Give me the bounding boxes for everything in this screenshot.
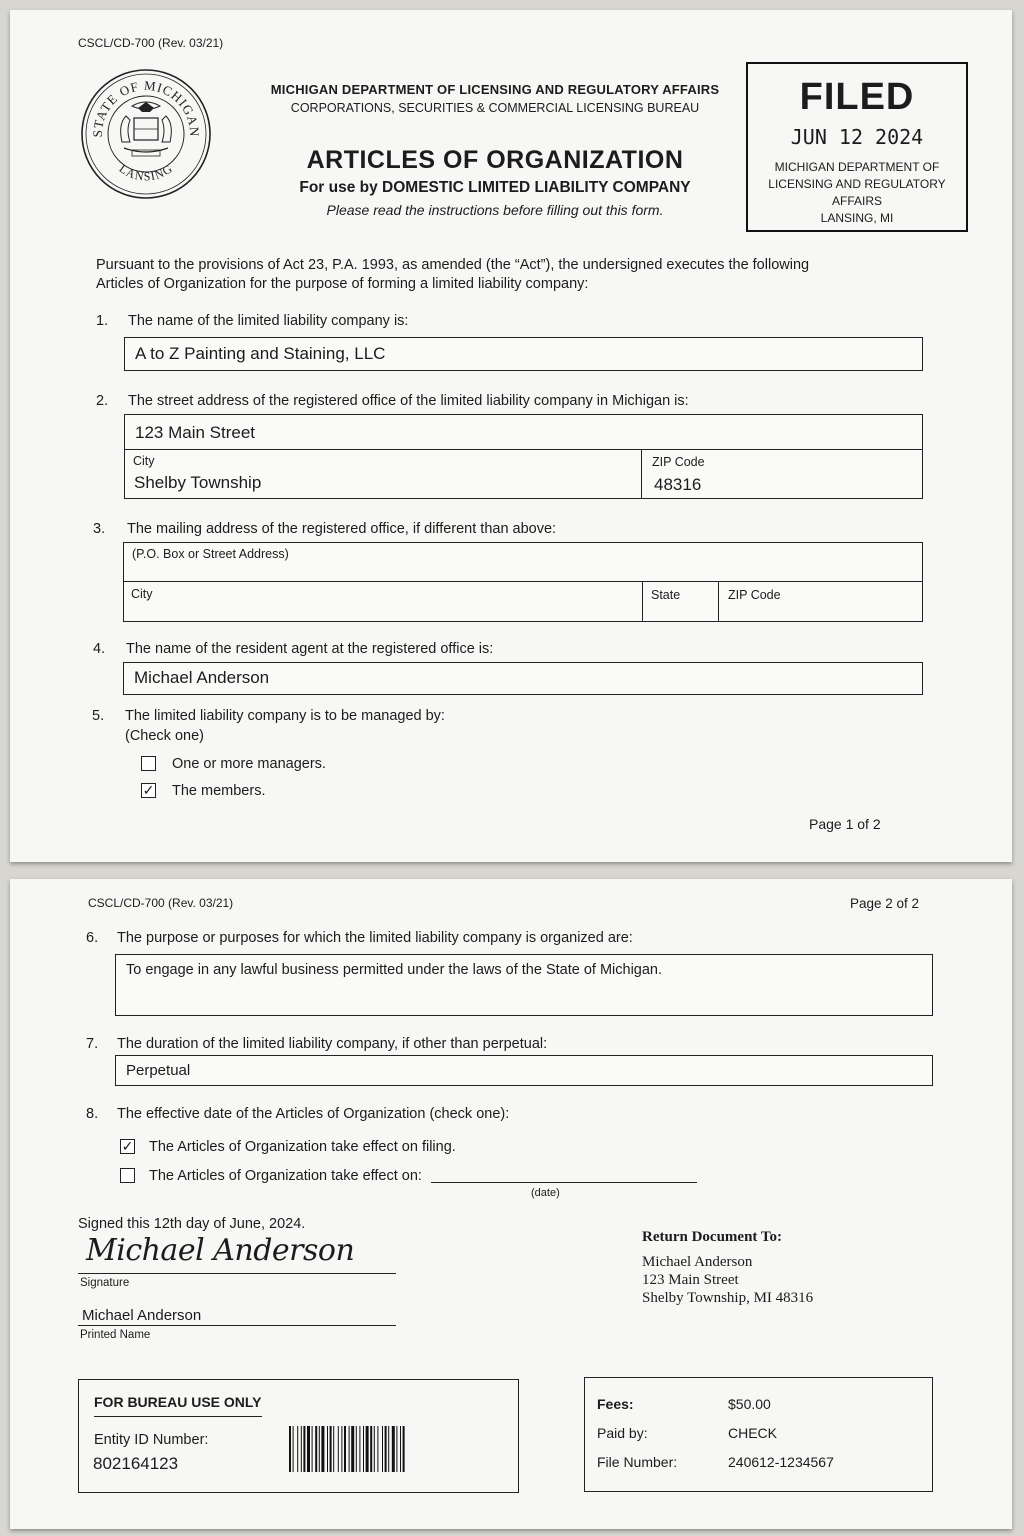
- purpose-field[interactable]: [115, 954, 933, 1016]
- q6-number: 6.: [86, 930, 99, 946]
- q5-number: 5.: [92, 708, 105, 724]
- date-caption: (date): [531, 1187, 560, 1199]
- resident-agent-field[interactable]: [123, 662, 923, 695]
- filed-stamp: [746, 62, 968, 232]
- resident-agent-value: Michael Anderson: [134, 668, 270, 687]
- signature-label: Signature: [80, 1277, 130, 1289]
- llc-name-field[interactable]: [124, 337, 923, 371]
- mailing-state-label: State: [651, 588, 681, 602]
- managers-checkbox[interactable]: [141, 756, 156, 771]
- stamp-org-line3: LANSING, MI: [820, 211, 894, 225]
- state-seal-icon: [80, 68, 212, 200]
- q7-question: The duration of the limited liability company, if other than perpetual:: [117, 1036, 548, 1052]
- managers-option-label: One or more managers.: [172, 756, 326, 772]
- stamp-filed-word: FILED: [799, 76, 915, 118]
- file-number-label: File Number:: [597, 1454, 678, 1470]
- intro-line-1: Pursuant to the provisions of Act 23, P.A. 1993, as amended (the “Act”), the undersigned executes the following: [96, 257, 810, 273]
- effective-date-line[interactable]: [431, 1182, 697, 1183]
- return-heading: Return Document To:: [642, 1229, 783, 1245]
- signature-image: Michael Anderson: [86, 1233, 355, 1268]
- registered-zip-value: 48316: [654, 475, 702, 494]
- fees-box: [584, 1377, 933, 1492]
- printed-name-label: Printed Name: [80, 1329, 151, 1341]
- entity-id-value: 802164123: [93, 1454, 179, 1473]
- return-line-1: Michael Anderson: [642, 1254, 753, 1270]
- form-number: CSCL/CD-700 (Rev. 03/21): [88, 896, 234, 910]
- effective-on-filing-label: The Articles of Organization take effect on filing.: [149, 1139, 456, 1155]
- registered-street-value: 123 Main Street: [135, 423, 256, 442]
- effective-on-date-label: The Articles of Organization take effect on:: [149, 1168, 422, 1184]
- zip-label: ZIP Code: [652, 455, 705, 469]
- purpose-value: To engage in any lawful business permitted under the laws of the State of Michigan.: [126, 962, 663, 978]
- mailing-city-label: City: [131, 587, 153, 601]
- paid-by-value: CHECK: [728, 1425, 778, 1441]
- bureau-name: CORPORATIONS, SECURITIES & COMMERCIAL LICENSING BUREAU: [290, 101, 700, 115]
- form-title: ARTICLES OF ORGANIZATION: [306, 146, 684, 174]
- seal-top-text: STATE OF MICHIGAN: [89, 77, 203, 138]
- file-number-value: 240612-1234567: [728, 1454, 834, 1470]
- page-number: Page 1 of 2: [809, 816, 881, 832]
- signature-line[interactable]: [78, 1273, 396, 1274]
- bureau-use-heading: FOR BUREAU USE ONLY: [94, 1394, 262, 1417]
- q5-question: The limited liability company is to be managed by:: [125, 708, 445, 724]
- q4-question: The name of the resident agent at the registered office is:: [126, 641, 494, 657]
- q6-question: The purpose or purposes for which the limited liability company is organized are:: [117, 930, 633, 946]
- q3-question: The mailing address of the registered office, if different than above:: [127, 521, 557, 537]
- printed-name-value: Michael Anderson: [82, 1307, 202, 1324]
- barcode-icon: [289, 1426, 501, 1472]
- q5-check-one: (Check one): [125, 728, 204, 744]
- stamp-org-line2: LICENSING AND REGULATORY AFFAIRS: [768, 177, 946, 208]
- members-checkbox[interactable]: ✓: [142, 782, 155, 798]
- form-page-2: [10, 879, 1012, 1529]
- intro-paragraph: [96, 256, 809, 294]
- fees-label: Fees:: [597, 1396, 634, 1412]
- intro-line-2: Articles of Organization for the purpose of forming a limited liability company:: [96, 276, 589, 292]
- return-line-3: Shelby Township, MI 48316: [642, 1290, 814, 1306]
- q7-number: 7.: [86, 1036, 99, 1052]
- duration-field[interactable]: [115, 1055, 933, 1086]
- q2-number: 2.: [96, 393, 109, 409]
- q1-number: 1.: [96, 313, 109, 329]
- duration-value: Perpetual: [126, 1062, 191, 1079]
- registered-office-address-field[interactable]: [124, 414, 923, 499]
- department-name: MICHIGAN DEPARTMENT OF LICENSING AND REGULATORY AFFAIRS: [270, 82, 720, 97]
- page-number: Page 2 of 2: [850, 896, 920, 911]
- form-number: CSCL/CD-700 (Rev. 03/21): [78, 36, 224, 50]
- members-option-label: The members.: [172, 783, 266, 799]
- q4-number: 4.: [93, 641, 106, 657]
- form-subtitle: For use by DOMESTIC LIMITED LIABILITY COMPANY: [299, 179, 691, 196]
- registered-city-value: Shelby Township: [134, 473, 262, 492]
- signed-date-line: Signed this 12th day of June, 2024.: [78, 1216, 306, 1232]
- printed-name-line[interactable]: [78, 1325, 396, 1326]
- fees-value: $50.00: [728, 1396, 771, 1412]
- mailing-zip-label: ZIP Code: [728, 588, 781, 602]
- q2-question: The street address of the registered office of the limited liability company in Michigan is:: [128, 393, 689, 409]
- mailing-address-field[interactable]: [123, 542, 923, 622]
- q3-number: 3.: [93, 521, 106, 537]
- form-page-1: [10, 10, 1012, 862]
- entity-id-label: Entity ID Number:: [94, 1432, 209, 1448]
- q1-question: The name of the limited liability company is:: [128, 313, 409, 329]
- return-line-2: 123 Main Street: [642, 1272, 739, 1288]
- stamp-org-line1: MICHIGAN DEPARTMENT OF: [774, 160, 940, 174]
- effective-on-filing-checkbox[interactable]: ✓: [121, 1138, 134, 1154]
- llc-name-value: A to Z Painting and Staining, LLC: [135, 344, 386, 363]
- svg-text:LANSING: [117, 161, 176, 183]
- q8-question: The effective date of the Articles of Organization (check one):: [117, 1106, 510, 1122]
- effective-on-date-checkbox[interactable]: [120, 1168, 135, 1183]
- bureau-use-box: [78, 1379, 519, 1493]
- seal-bottom-text: LANSING: [116, 161, 176, 184]
- city-label: City: [133, 454, 155, 468]
- form-instructions-note: Please read the instructions before filling out this form.: [326, 202, 664, 218]
- q8-number: 8.: [86, 1106, 99, 1122]
- street-address-label: (P.O. Box or Street Address): [132, 547, 289, 561]
- stamp-date: JUN 12 2024: [790, 125, 924, 149]
- paid-by-label: Paid by:: [597, 1425, 648, 1441]
